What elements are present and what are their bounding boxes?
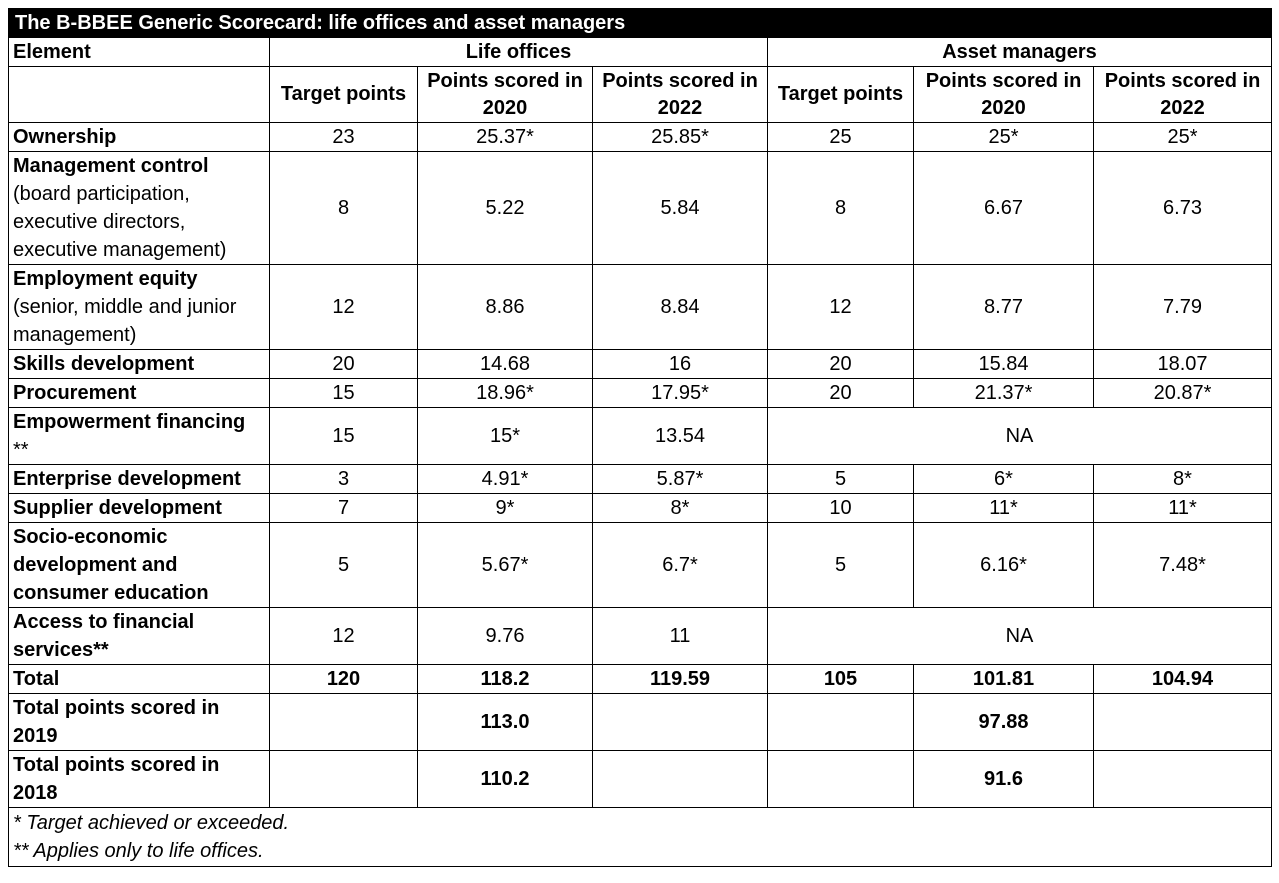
cell-lo-2022: 5.84 <box>593 152 768 265</box>
total-2019-label: Total points scored in 2019 <box>9 694 270 751</box>
row-label-bold: Empowerment financing <box>13 411 246 433</box>
empty-cell <box>768 694 914 751</box>
cell-lo-2020: 8.86 <box>418 265 593 350</box>
header-asset-managers: Asset managers <box>768 38 1272 67</box>
cell-lo-target: 8 <box>270 152 418 265</box>
cell-am-2022: 7.79 <box>1094 265 1272 350</box>
header-am-target: Target points <box>768 67 914 123</box>
cell-am-target: 5 <box>768 523 914 608</box>
empty-cell <box>593 694 768 751</box>
header-lo-2020: Points scored in 2020 <box>418 67 593 123</box>
row-label-detail: (senior, middle and junior management) <box>13 296 237 346</box>
header-life-offices: Life offices <box>270 38 768 67</box>
table-row <box>9 465 1272 494</box>
cell-am-2022: 8* <box>1094 465 1272 494</box>
cell-lo-2020: 18.96* <box>418 379 593 408</box>
row-label <box>9 265 270 350</box>
cell-am-target: 12 <box>768 265 914 350</box>
cell-lo-target: 7 <box>270 494 418 523</box>
row-label-bold: Procurement <box>13 382 137 404</box>
header-am-2022: Points scored in 2022 <box>1094 67 1272 123</box>
total-label: Total <box>9 665 270 694</box>
header-lo-target: Target points <box>270 67 418 123</box>
cell-lo-2022: 16 <box>593 350 768 379</box>
total-2019-am: 97.88 <box>914 694 1094 751</box>
row-label-bold: Ownership <box>13 126 117 148</box>
cell-lo-2022: 5.87* <box>593 465 768 494</box>
cell-am-target: 20 <box>768 350 914 379</box>
row-label-bold: Employment equity <box>13 268 198 290</box>
empty-cell <box>270 694 418 751</box>
header-row-groups <box>9 38 1272 67</box>
cell-lo-target: 15 <box>270 379 418 408</box>
cell-lo-target: 3 <box>270 465 418 494</box>
cell-lo-2022: 11 <box>593 608 768 665</box>
cell-lo-2022: 17.95* <box>593 379 768 408</box>
empty-cell <box>270 751 418 808</box>
row-label-bold: Management control <box>13 155 209 177</box>
row-label-bold: Enterprise development <box>13 468 241 490</box>
cell-am-na: NA <box>768 408 1272 465</box>
row-label-bold: Supplier development <box>13 497 222 519</box>
cell-lo-2020: 5.67* <box>418 523 593 608</box>
cell-am-2020: 11* <box>914 494 1094 523</box>
cell-lo-target: 12 <box>270 265 418 350</box>
cell-am-target: 20 <box>768 379 914 408</box>
total-2019-row <box>9 694 1272 751</box>
total-lo-2020: 118.2 <box>418 665 593 694</box>
row-label <box>9 379 270 408</box>
total-row <box>9 665 1272 694</box>
cell-lo-target: 20 <box>270 350 418 379</box>
row-label-detail: ** <box>13 439 29 461</box>
cell-am-2020: 8.77 <box>914 265 1094 350</box>
row-label <box>9 408 270 465</box>
cell-lo-2020: 4.91* <box>418 465 593 494</box>
header-blank <box>9 67 270 123</box>
row-label <box>9 523 270 608</box>
cell-am-2020: 21.37* <box>914 379 1094 408</box>
cell-am-na: NA <box>768 608 1272 665</box>
cell-am-2020: 25* <box>914 123 1094 152</box>
cell-lo-2022: 8* <box>593 494 768 523</box>
total-2018-am: 91.6 <box>914 751 1094 808</box>
row-label <box>9 608 270 665</box>
table-row <box>9 523 1272 608</box>
header-am-2020: Points scored in 2020 <box>914 67 1094 123</box>
table-row <box>9 608 1272 665</box>
cell-am-target: 8 <box>768 152 914 265</box>
row-label <box>9 465 270 494</box>
total-lo-2022: 119.59 <box>593 665 768 694</box>
row-label <box>9 494 270 523</box>
row-label-bold: Skills development <box>13 353 195 375</box>
cell-lo-2022: 6.7* <box>593 523 768 608</box>
empty-cell <box>768 751 914 808</box>
cell-lo-2020: 9* <box>418 494 593 523</box>
cell-am-target: 25 <box>768 123 914 152</box>
cell-lo-2020: 15* <box>418 408 593 465</box>
cell-am-2022: 7.48* <box>1094 523 1272 608</box>
footnote-target: * Target achieved or exceeded. <box>9 808 1272 838</box>
cell-am-2022: 18.07 <box>1094 350 1272 379</box>
table-row <box>9 265 1272 350</box>
header-row-columns <box>9 67 1272 123</box>
total-2018-lo: 110.2 <box>418 751 593 808</box>
cell-am-2020: 6.67 <box>914 152 1094 265</box>
footnote-row <box>9 808 1272 838</box>
header-lo-2022: Points scored in 2022 <box>593 67 768 123</box>
cell-am-2020: 15.84 <box>914 350 1094 379</box>
total-am-2022: 104.94 <box>1094 665 1272 694</box>
cell-lo-2020: 14.68 <box>418 350 593 379</box>
cell-am-2020: 6.16* <box>914 523 1094 608</box>
table-title: The B-BBEE Generic Scorecard: life offices and asset managers <box>9 9 1272 38</box>
cell-am-2022: 25* <box>1094 123 1272 152</box>
cell-lo-target: 5 <box>270 523 418 608</box>
row-label <box>9 123 270 152</box>
row-label-detail: (board participation, executive directors, executive management) <box>13 183 227 261</box>
cell-am-2020: 6* <box>914 465 1094 494</box>
total-lo-target: 120 <box>270 665 418 694</box>
cell-lo-2022: 13.54 <box>593 408 768 465</box>
cell-lo-2022: 8.84 <box>593 265 768 350</box>
empty-cell <box>593 751 768 808</box>
empty-cell <box>1094 694 1272 751</box>
cell-lo-2020: 9.76 <box>418 608 593 665</box>
table-row <box>9 408 1272 465</box>
table-row <box>9 379 1272 408</box>
cell-am-2022: 6.73 <box>1094 152 1272 265</box>
cell-lo-2022: 25.85* <box>593 123 768 152</box>
footnote-life-offices: ** Applies only to life offices. <box>9 837 1272 867</box>
total-2018-row <box>9 751 1272 808</box>
row-label-bold: Access to financial services** <box>13 611 195 661</box>
total-am-2020: 101.81 <box>914 665 1094 694</box>
row-label <box>9 350 270 379</box>
scorecard-document <box>8 8 1271 867</box>
cell-am-target: 10 <box>768 494 914 523</box>
table-row <box>9 123 1272 152</box>
cell-am-target: 5 <box>768 465 914 494</box>
table-row <box>9 350 1272 379</box>
row-label <box>9 152 270 265</box>
cell-lo-2020: 25.37* <box>418 123 593 152</box>
table-row <box>9 152 1272 265</box>
empty-cell <box>1094 751 1272 808</box>
cell-am-2022: 11* <box>1094 494 1272 523</box>
cell-am-2022: 20.87* <box>1094 379 1272 408</box>
footnote-row <box>9 837 1272 867</box>
total-2018-label: Total points scored in 2018 <box>9 751 270 808</box>
header-element: Element <box>9 38 270 67</box>
cell-lo-target: 12 <box>270 608 418 665</box>
cell-lo-target: 15 <box>270 408 418 465</box>
cell-lo-target: 23 <box>270 123 418 152</box>
total-am-target: 105 <box>768 665 914 694</box>
scorecard-table <box>8 8 1272 867</box>
cell-lo-2020: 5.22 <box>418 152 593 265</box>
total-2019-lo: 113.0 <box>418 694 593 751</box>
table-row <box>9 494 1272 523</box>
row-label-bold: Socio-economic development and consumer education <box>13 526 209 604</box>
